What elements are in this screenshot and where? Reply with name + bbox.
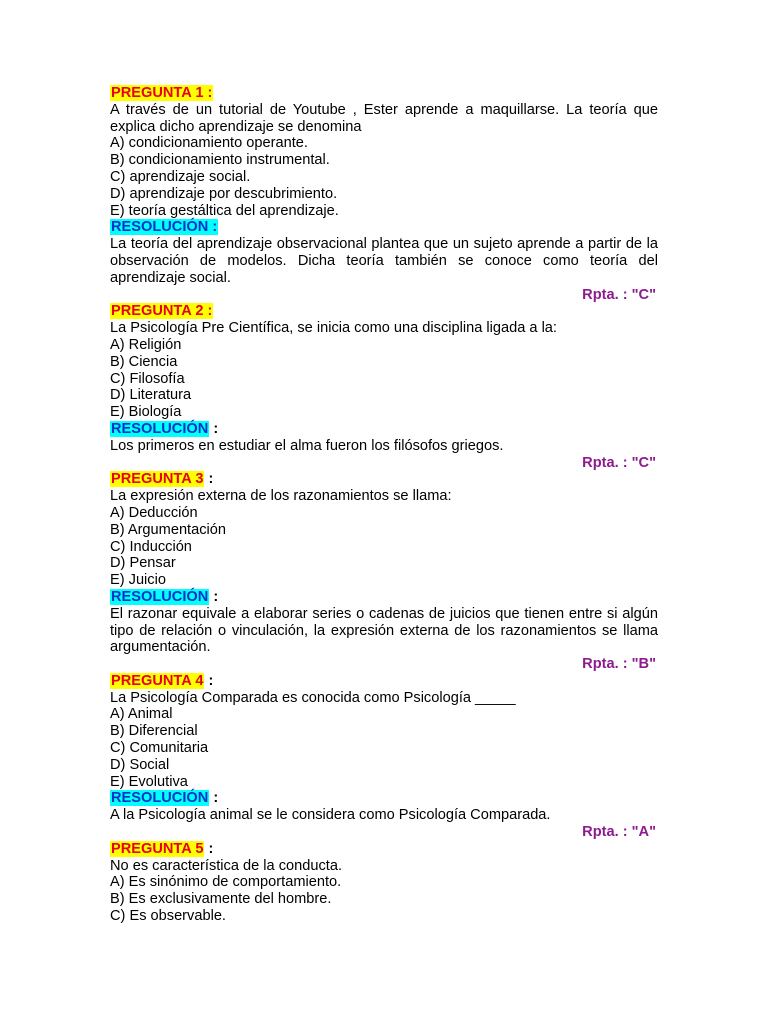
option-a: A) condicionamiento operante. — [110, 135, 308, 152]
option-d: D) Pensar — [110, 555, 176, 572]
resolution-colon: : — [213, 790, 219, 807]
option-b: B) Es exclusivamente del hombre. — [110, 891, 332, 908]
answer-label: Rpta. : "B" — [582, 656, 656, 673]
resolution-text: A la Psicología animal se le considera como Psicología Comparada. — [110, 807, 551, 824]
resolution-text: El razonar equivale a elaborar series o cadenas de juicios que tienen entre si algún tipo de relación o vinculación, la expresión externa de los razonamientos se llama argumentación. — [110, 605, 658, 656]
question-colon: : — [208, 672, 214, 689]
question-label: PREGUNTA 5 — [111, 840, 204, 857]
answer-label: Rpta. : "C" — [582, 454, 656, 471]
question-block-4 — [110, 673, 658, 841]
answer-label: Rpta. : "C" — [582, 286, 656, 303]
option-d: D) aprendizaje por descubrimiento. — [110, 185, 338, 202]
option-b: B) Ciencia — [110, 353, 178, 370]
question-block-5 — [110, 841, 658, 925]
resolution-label: RESOLUCIÓN — [111, 588, 209, 605]
option-a: A) Religión — [110, 336, 182, 353]
resolution-label: RESOLUCIÓN — [111, 420, 209, 437]
question-label: PREGUNTA 1 : — [111, 85, 213, 101]
answer-label: Rpta. : "A" — [582, 824, 656, 841]
option-b: B) condicionamiento instrumental. — [110, 152, 330, 169]
question-text: A través de un tutorial de Youtube , Ester aprende a maquillarse. La teoría que explica dicho aprendizaje se denomina — [110, 101, 658, 135]
resolution-label: RESOLUCIÓN — [111, 790, 209, 807]
question-text: La Psicología Comparada es conocida como Psicología _____ — [110, 689, 516, 706]
option-d: D) Social — [110, 756, 170, 773]
question-block-3 — [110, 471, 658, 673]
option-e: E) Juicio — [110, 572, 166, 589]
option-c: C) Inducción — [110, 538, 192, 555]
question-text: La Psicología Pre Científica, se inicia como una disciplina ligada a la: — [110, 320, 557, 337]
option-c: C) Filosofía — [110, 370, 185, 387]
option-c: C) Comunitaria — [110, 740, 209, 757]
option-e: E) Biología — [110, 404, 182, 421]
option-c: C) aprendizaje social. — [110, 168, 251, 185]
option-a: A) Es sinónimo de comportamiento. — [110, 874, 342, 891]
question-label: PREGUNTA 4 — [111, 672, 204, 689]
question-label: PREGUNTA 2 : — [111, 303, 213, 320]
option-e: E) teoría gestáltica del aprendizaje. — [110, 202, 339, 219]
option-b: B) Diferencial — [110, 723, 198, 740]
question-block-2 — [110, 303, 658, 471]
question-colon: : — [208, 840, 214, 857]
resolution-label: RESOLUCIÓN : — [111, 219, 218, 236]
resolution-colon: : — [213, 588, 219, 605]
option-d: D) Literatura — [110, 387, 192, 404]
option-b: B) Argumentación — [110, 521, 227, 538]
resolution-colon: : — [213, 420, 219, 437]
question-label: PREGUNTA 3 — [111, 471, 204, 488]
question-colon: : — [208, 471, 214, 488]
resolution-text: Los primeros en estudiar el alma fueron los filósofos griegos. — [110, 437, 504, 454]
resolution-text: La teoría del aprendizaje observacional plantea que un sujeto aprende a partir de la observación de modelos. Dicha teoría también se conoce como teoría del aprendizaje social. — [110, 236, 658, 286]
question-block-1 — [110, 85, 658, 303]
question-text: La expresión externa de los razonamientos se llama: — [110, 488, 452, 505]
question-text: No es característica de la conducta. — [110, 857, 342, 874]
option-e: E) Evolutiva — [110, 773, 188, 790]
option-c: C) Es observable. — [110, 908, 226, 925]
option-a: A) Deducción — [110, 504, 198, 521]
option-a: A) Animal — [110, 706, 173, 723]
